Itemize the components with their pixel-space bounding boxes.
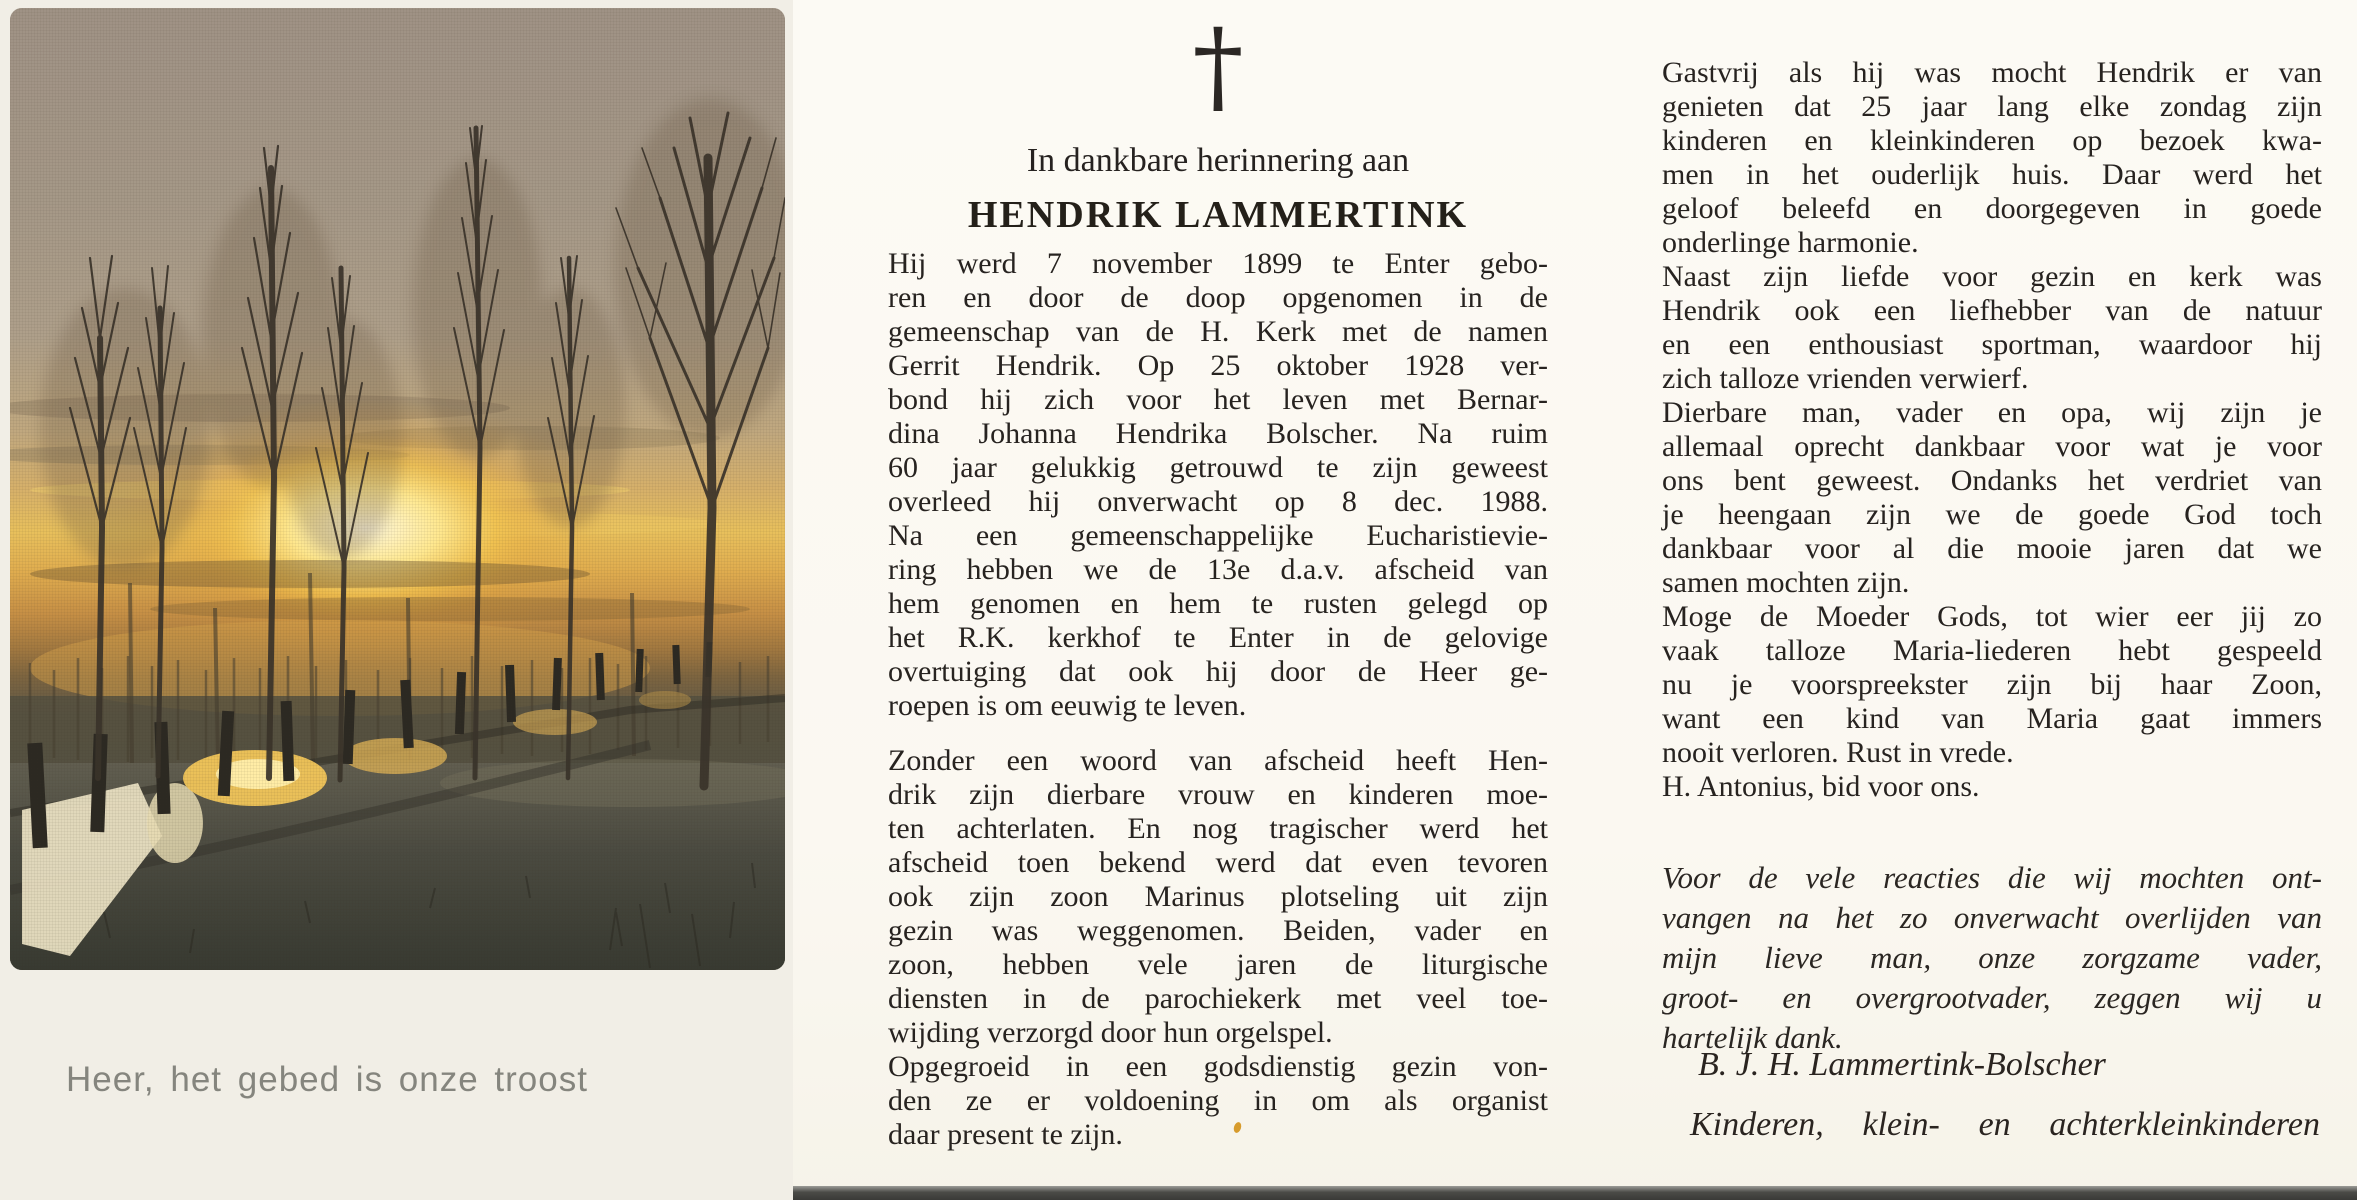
thank-you-note: [1662, 858, 2322, 1058]
text-line: gezin was weggenomen. Beiden, vader en: [888, 914, 1548, 947]
text-line: 60 jaar gelukkig getrouwd te zijn geweest: [888, 451, 1548, 484]
text-line: want een kind van Maria gaat immers: [1662, 702, 2322, 735]
text-line: je heengaan zijn we de goede God toch: [1662, 498, 2322, 531]
text-line: hem genomen en hem te rusten gelegd op: [888, 587, 1548, 620]
text-line: ren en door de doop opgenomen in de: [888, 281, 1548, 314]
text-line: H. Antonius, bid voor ons.: [1662, 770, 1980, 803]
text-line: drik zijn dierbare vrouw en kinderen moe-: [888, 778, 1548, 811]
obituary-paragraph-1: [888, 247, 1548, 723]
text-line: Na een gemeenschappelijke Eucharistievie-: [888, 519, 1548, 552]
text-line: Opgegroeid in een godsdienstig gezin von-: [888, 1050, 1548, 1083]
text-line: nooit verloren. Rust in vrede.: [1662, 736, 2014, 769]
text-line: groot- en overgrootvader, zeggen wij u: [1662, 980, 2322, 1015]
text-line: nu je voorspreekster zijn bij haar Zoon,: [1662, 668, 2322, 701]
text-line: kinderen en kleinkinderen op bezoek kwa-: [1662, 124, 2322, 157]
text-line: zich talloze vrienden verwierf.: [1662, 362, 2029, 395]
obituary-continuation: [1662, 56, 2322, 804]
signature-family: Kinderen, klein- en achterkleinkinderen: [1690, 1106, 2320, 1143]
text-line: dina Johanna Hendrika Bolscher. Na ruim: [888, 417, 1548, 450]
text-line: Gerrit Hendrik. Op 25 oktober 1928 ver-: [888, 349, 1548, 382]
sunset-photo: [10, 8, 785, 970]
signature-widow: B. J. H. Lammertink-Bolscher: [1698, 1046, 2106, 1083]
text-line: Hendrik ook een liefhebber van de natuur: [1662, 294, 2322, 327]
text-line: Dierbare man, vader en opa, wij zijn je: [1662, 396, 2322, 429]
text-line: daar present te zijn.: [888, 1118, 1123, 1151]
text-line: bond hij zich voor het leven met Bernar-: [888, 383, 1548, 416]
text-line: overtuiging dat ook hij door de Heer ge-: [888, 655, 1548, 688]
text-line: overleed hij onverwacht op 8 dec. 1988.: [888, 485, 1548, 518]
intro-line: In dankbare herinnering aan: [1026, 142, 1410, 179]
text-line: vangen na het zo onverwacht overlijden van: [1662, 900, 2322, 935]
text-line: den ze er voldoening in om als organist: [888, 1084, 1548, 1117]
text-line: afscheid toen bekend werd dat even tevoren: [888, 846, 1548, 879]
text-line: zoon, hebben vele jaren de liturgische: [888, 948, 1548, 981]
text-line: het R.K. kerkhof te Enter in de gelovige: [888, 621, 1548, 654]
text-line: vaak talloze Maria-liederen hebt gespeeld: [1662, 634, 2322, 667]
memorial-cross-icon: †: [1192, 7, 1244, 126]
text-line: Gastvrij als hij was mocht Hendrik er van: [1662, 56, 2322, 89]
obituary-column-left: [888, 0, 1548, 1200]
text-line: Hij werd 7 november 1899 te Enter gebo-: [888, 247, 1548, 280]
text-line: Voor de vele reacties die wij mochten ont-: [1662, 860, 2322, 895]
obituary-paragraph-2: [888, 744, 1548, 1152]
text-line: ring hebben we de 13e d.a.v. afscheid van: [888, 553, 1548, 586]
text-line: ook zijn zoon Marinus plotseling uit zijn: [888, 880, 1548, 913]
obituary-column-right: [1662, 0, 2322, 1200]
photo-panel: [0, 0, 794, 1200]
text-line: Naast zijn liefde voor gezin en kerk was: [1662, 260, 2322, 293]
text-line: wijding verzorgd door hun orgelspel.: [888, 1016, 1333, 1049]
text-line: genieten dat 25 jaar lang elke zondag zijn: [1662, 90, 2322, 123]
text-line: geloof beleefd en doorgegeven in goede: [1662, 192, 2322, 225]
text-line: mijn lieve man, onze zorgzame vader,: [1662, 940, 2322, 975]
text-line: ons bent geweest. Ondanks het verdriet van: [1662, 464, 2322, 497]
text-line: Zonder een woord van afscheid heeft Hen-: [888, 744, 1548, 777]
text-line: men in het ouderlijk huis. Daar werd het: [1662, 158, 2322, 191]
photo-caption: Heer, het gebed is onze troost: [66, 1060, 588, 1099]
text-line: hartelijk dank.: [1662, 1020, 1843, 1055]
sunset-photo-art: [10, 8, 785, 970]
text-line: Moge de Moeder Gods, tot wier eer jij zo: [1662, 600, 2322, 633]
scan-edge-strip: [793, 1186, 2357, 1200]
text-line: dankbaar voor al die mooie jaren dat we: [1662, 532, 2322, 565]
text-line: samen mochten zijn.: [1662, 566, 1910, 599]
text-page: [793, 0, 2357, 1200]
text-line: onderlinge harmonie.: [1662, 226, 1919, 259]
text-line: en een enthousiast sportman, waardoor hij: [1662, 328, 2322, 361]
text-line: ten achterlaten. En nog tragischer werd het: [888, 812, 1548, 845]
deceased-name: HENDRIK LAMMERTINK: [967, 194, 1469, 236]
text-line: roepen is om eeuwig te leven.: [888, 689, 1247, 722]
text-line: diensten in de parochiekerk met veel toe-: [888, 982, 1548, 1015]
text-line: allemaal oprecht dankbaar voor wat je voor: [1662, 430, 2322, 463]
text-line: gemeenschap van de H. Kerk met de namen: [888, 315, 1548, 348]
